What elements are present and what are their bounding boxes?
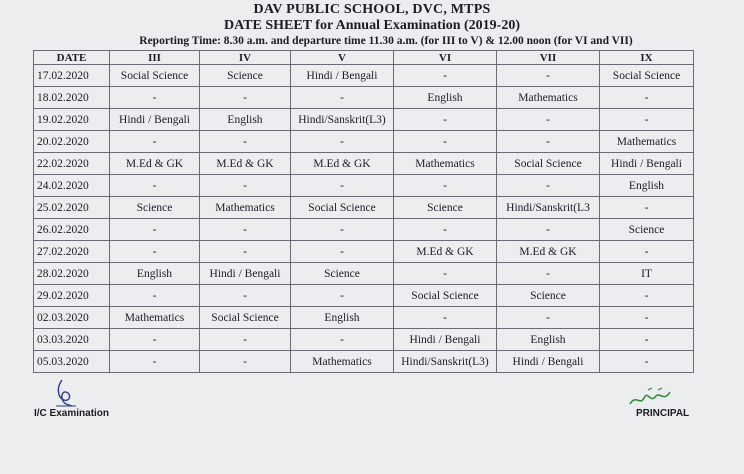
subject-cell: - [291,219,394,241]
subject-cell: Science [110,197,200,219]
subject-cell: Mathematics [394,153,497,175]
subject-cell: English [600,175,694,197]
subject-cell: - [110,87,200,109]
subject-cell: - [110,285,200,307]
subject-cell: - [291,285,394,307]
exam-date-cell: 22.02.2020 [34,153,110,175]
table-row [34,329,694,351]
subject-cell: - [394,307,497,329]
subject-cell: Social Science [394,285,497,307]
subject-cell: - [394,65,497,87]
subject-cell: - [110,241,200,263]
subject-cell: Hindi / Bengali [291,65,394,87]
subject-cell: M.Ed & GK [110,153,200,175]
subject-cell: - [497,109,600,131]
subject-cell: - [600,241,694,263]
subject-cell: - [110,351,200,373]
subject-cell: - [110,329,200,351]
table-header-row [34,51,694,65]
subject-cell: - [600,285,694,307]
subject-cell: Hindi/Sanskrit(L3 [497,197,600,219]
subject-cell: Hindi / Bengali [200,263,291,285]
ic-examination-label: I/C Examination [34,408,110,419]
subject-cell: M.Ed & GK [291,153,394,175]
subject-cell: - [600,351,694,373]
table-row [34,131,694,153]
subject-cell: Mathematics [600,131,694,153]
subject-cell: English [200,109,291,131]
subject-cell: English [291,307,394,329]
subject-cell: Hindi / Bengali [497,351,600,373]
subject-cell: - [200,175,291,197]
column-header: VI [394,51,497,65]
principal-label: PRINCIPAL [636,408,690,419]
subject-cell: M.Ed & GK [497,241,600,263]
subject-cell: - [600,307,694,329]
table-row [34,219,694,241]
subject-cell: - [497,65,600,87]
exam-date-cell: 20.02.2020 [34,131,110,153]
subject-cell: Mathematics [200,197,291,219]
exam-date-cell: 17.02.2020 [34,65,110,87]
column-header: DATE [34,51,110,65]
exam-date-cell: 03.03.2020 [34,329,110,351]
subject-cell: - [200,241,291,263]
subject-cell: M.Ed & GK [200,153,291,175]
subject-cell: - [291,329,394,351]
subject-cell: - [497,263,600,285]
exam-date-cell: 26.02.2020 [34,219,110,241]
table-row [34,87,694,109]
subject-cell: Hindi/Sanskrit(L3) [291,109,394,131]
subject-cell: Science [291,263,394,285]
exam-schedule-table [33,50,694,373]
subject-cell: M.Ed & GK [394,241,497,263]
subject-cell: - [394,109,497,131]
subject-cell: - [110,131,200,153]
subject-cell: Hindi/Sanskrit(L3) [394,351,497,373]
table-row [34,307,694,329]
subject-cell: - [394,175,497,197]
subject-cell: Science [600,219,694,241]
subject-cell: Social Science [497,153,600,175]
subject-cell: Social Science [200,307,291,329]
column-header: V [291,51,394,65]
subject-cell: English [110,263,200,285]
subject-cell: - [497,131,600,153]
subject-cell: Social Science [110,65,200,87]
sheet-title: DATE SHEET for Annual Examination (2019-20) [223,18,520,33]
subject-cell: Social Science [291,197,394,219]
exam-date-cell: 02.03.2020 [34,307,110,329]
table-row [34,241,694,263]
exam-date-cell: 18.02.2020 [34,87,110,109]
subject-cell: - [600,87,694,109]
subject-cell: English [497,329,600,351]
subject-cell: - [291,241,394,263]
subject-cell: Mathematics [497,87,600,109]
column-header: IX [600,51,694,65]
reporting-time-note: Reporting Time: 8.30 a.m. and departure time 11.30 a.m. (for III to V) & 12.00 noon (for VI and VII) [139,35,633,47]
subject-cell: - [110,175,200,197]
exam-date-cell: 25.02.2020 [34,197,110,219]
subject-cell: - [600,109,694,131]
table-row [34,351,694,373]
school-name: DAV PUBLIC SCHOOL, DVC, MTPS [253,2,491,17]
subject-cell: Social Science [600,65,694,87]
table-row [34,285,694,307]
subject-cell: English [394,87,497,109]
subject-cell: - [600,329,694,351]
subject-cell: - [394,131,497,153]
subject-cell: - [291,175,394,197]
subject-cell: - [200,219,291,241]
subject-cell: - [110,219,200,241]
subject-cell: Science [394,197,497,219]
subject-cell: - [394,219,497,241]
exam-date-cell: 28.02.2020 [34,263,110,285]
column-header: IV [200,51,291,65]
subject-cell: Hindi / Bengali [600,153,694,175]
subject-cell: - [200,285,291,307]
subject-cell: Mathematics [110,307,200,329]
subject-cell: Hindi / Bengali [394,329,497,351]
subject-cell: - [200,329,291,351]
subject-cell: IT [600,263,694,285]
subject-cell: - [497,175,600,197]
table-row [34,175,694,197]
subject-cell: Science [200,65,291,87]
subject-cell: - [394,263,497,285]
subject-cell: - [291,87,394,109]
exam-date-cell: 29.02.2020 [34,285,110,307]
subject-cell: - [200,131,291,153]
exam-date-cell: 24.02.2020 [34,175,110,197]
table-row [34,153,694,175]
column-header: III [110,51,200,65]
subject-cell: - [291,131,394,153]
subject-cell: Mathematics [291,351,394,373]
subject-cell: - [497,219,600,241]
subject-cell: - [600,197,694,219]
exam-date-cell: 19.02.2020 [34,109,110,131]
table-row [34,109,694,131]
exam-date-cell: 05.03.2020 [34,351,110,373]
table-row [34,197,694,219]
exam-date-cell: 27.02.2020 [34,241,110,263]
table-row [34,65,694,87]
column-header: VII [497,51,600,65]
subject-cell: - [200,351,291,373]
subject-cell: Science [497,285,600,307]
subject-cell: Hindi / Bengali [110,109,200,131]
table-row [34,263,694,285]
subject-cell: - [497,307,600,329]
subject-cell: - [200,87,291,109]
